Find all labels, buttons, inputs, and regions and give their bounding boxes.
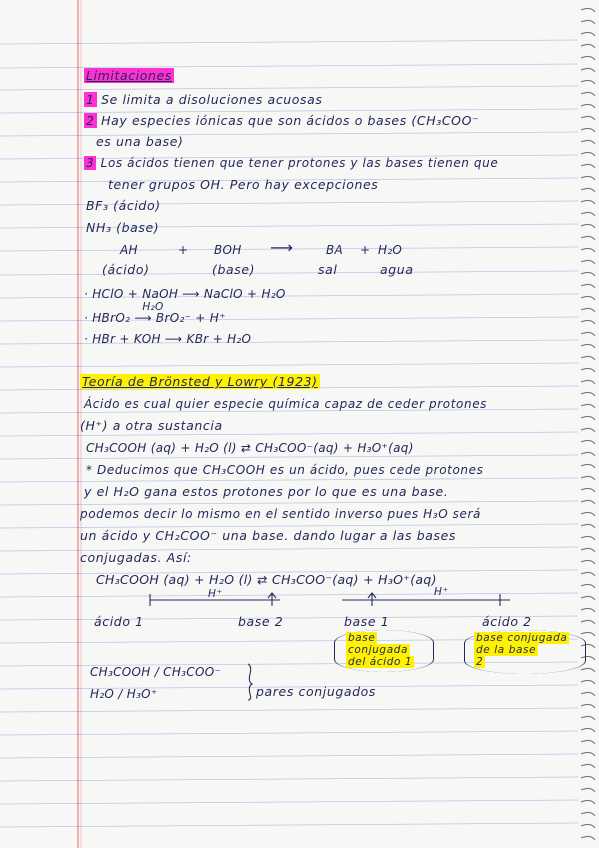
pairs-label: pares conjugados (256, 684, 377, 699)
example-bf3: BF₃ (ácido) (86, 198, 161, 213)
equation-acetic: CH₃COOH (aq) + H₂O (l) ⇄ CH₃COO⁻(aq) + H₃O⁺(aq) (96, 572, 437, 587)
example-nh3: NH₃ (base) (86, 220, 160, 235)
reaction-ba: BA (326, 243, 344, 257)
body-line-7: un ácido y CH₂COO⁻ una base. dando lugar a las bases (80, 528, 457, 543)
reaction-boh: BOH (214, 243, 242, 257)
pair-1: CH₃COOH / CH₃COO⁻ (90, 665, 222, 679)
reaction-plus-1: + (178, 243, 189, 257)
body-line-6: podemos decir lo mismo en el sentido inverso pues H₃O será (80, 507, 481, 521)
body-line-4: * Deducimos que CH₃COOH es un ácido, pues cede protones (86, 463, 484, 477)
reaction-h2o: H₂O (378, 243, 403, 257)
limitation-3-cont: tener grupos OH. Pero hay excepciones (108, 177, 379, 192)
label-base-1: base 1 (344, 614, 390, 629)
label-acido: (ácido) (102, 262, 150, 277)
arrow-condition-h2o: H₂O (142, 301, 164, 313)
h-plus-label-2: H⁺ (434, 586, 449, 598)
label-acido-2: ácido 2 (482, 614, 532, 629)
conjugate-note-1: base conjugada del ácido 1 (348, 632, 413, 668)
pair-brace (244, 662, 256, 702)
label-base-2: base 2 (238, 614, 284, 629)
label-sal: sal (318, 262, 338, 277)
body-line-5: y el H₂O gana estos protones por lo que es una base. (84, 484, 449, 499)
body-line-3: CH₃COOH (aq) + H₂O (l) ⇄ CH₃COO⁻(aq) + H₃O⁺(aq) (86, 441, 414, 455)
body-line-8: conjugadas. Así: (80, 550, 192, 565)
equation-hbr: · HBr + KOH ⟶ KBr + H₂O (84, 332, 252, 346)
proton-transfer-brackets (120, 586, 560, 616)
body-line-1: Ácido es cual quier especie química capaz de ceder protones (84, 397, 488, 411)
reaction-arrow: ⟶ (270, 238, 294, 257)
label-agua: agua (380, 262, 414, 277)
label-acido-1: ácido 1 (94, 614, 144, 629)
equation-hclo: · HClO + NaOH ⟶ NaClO + H₂O (84, 287, 286, 301)
limitation-2-cont: es una base) (96, 134, 184, 149)
equation-hbro2: · HBrO₂ H₂O ⟶ BrO₂⁻ + H⁺ (84, 301, 226, 325)
h-plus-label-1: H⁺ (208, 588, 223, 600)
label-base: (base) (212, 262, 256, 277)
conjugate-note-2: base conjugada de la base 2 (476, 632, 568, 668)
body-line-2: (H⁺) a otra sustancia (80, 418, 223, 433)
spiral-binding (577, 0, 599, 848)
pair-2: H₂O / H₃O⁺ (90, 687, 158, 701)
reaction-plus-2: + (360, 243, 371, 257)
limitation-1: 1 Se limita a disoluciones acuosas (86, 92, 323, 107)
section-title-bronsted: Teoría de Brönsted y Lowry (1923) (82, 374, 318, 389)
limitation-2: 2 Hay especies iónicas que son ácidos o bases (CH₃COO⁻ (86, 113, 480, 128)
reaction-ah: AH (120, 243, 138, 257)
section-title-limitaciones: Limitaciones (86, 68, 172, 83)
limitation-3: 3 Los ácidos tienen que tener protones y las bases tienen que (86, 156, 499, 170)
